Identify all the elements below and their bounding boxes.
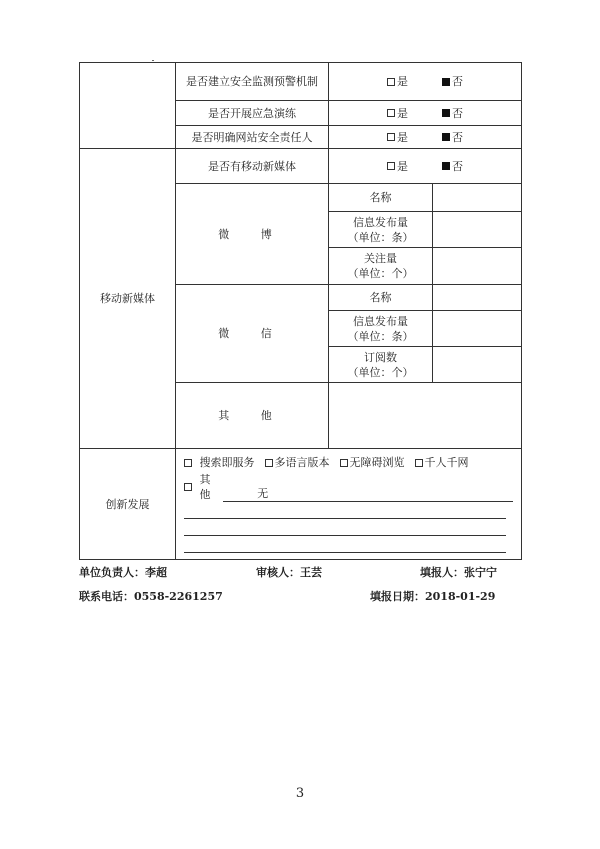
- option-personalized[interactable]: 千人千网: [415, 455, 469, 470]
- fill-date: 填报日期：2018-01-29: [370, 590, 496, 603]
- answer-cell: [329, 149, 522, 184]
- field-value[interactable]: [433, 311, 522, 347]
- answer-cell: [329, 126, 522, 149]
- field-label: 名称: [329, 285, 433, 311]
- blank-line[interactable]: [184, 502, 506, 519]
- checkbox-checked-icon: [442, 133, 450, 141]
- yes-option[interactable]: 是: [387, 159, 408, 174]
- field-label: 信息发布量 （单位：条）: [329, 212, 433, 248]
- answer-cell: [329, 101, 522, 126]
- checkbox-empty-icon: [387, 78, 395, 86]
- other-input[interactable]: 无: [223, 487, 513, 502]
- no-option[interactable]: 否: [442, 106, 463, 121]
- checkbox-empty-icon: [184, 483, 192, 491]
- table-row: [80, 63, 522, 101]
- checkbox-checked-icon: [442, 109, 450, 117]
- leader-signature: 单位负责人：李超: [79, 566, 167, 579]
- question-label: 是否明确网站安全责任人: [176, 126, 329, 149]
- field-value[interactable]: [433, 285, 522, 311]
- no-option[interactable]: 否: [442, 74, 463, 89]
- other-media-label: 其 他: [176, 383, 329, 449]
- blank-line[interactable]: [184, 536, 506, 553]
- innovation-checkbox-row: [184, 455, 513, 470]
- question-label: 是否开展应急演练: [176, 101, 329, 126]
- question-label: 是否建立安全监测预警机制: [176, 63, 329, 101]
- field-value[interactable]: [433, 184, 522, 212]
- field-value[interactable]: [433, 248, 522, 285]
- yes-option[interactable]: 是: [387, 74, 408, 89]
- section-blank-cell: [80, 63, 176, 149]
- page-number: 3: [295, 786, 305, 801]
- checkbox-empty-icon: [340, 459, 348, 467]
- section-title-innovation: 创新发展: [80, 449, 176, 560]
- innovation-options: [176, 449, 522, 560]
- option-accessibility[interactable]: 无障碍浏览: [340, 455, 405, 470]
- table-row: [80, 449, 522, 560]
- checkbox-empty-icon: [387, 133, 395, 141]
- checkbox-empty-icon: [415, 459, 423, 467]
- field-label: 信息发布量 （单位：条）: [329, 311, 433, 347]
- checkbox-empty-icon: [184, 459, 192, 467]
- weixin-label: 微 信: [176, 285, 329, 383]
- no-option[interactable]: 否: [442, 130, 463, 145]
- checkbox-empty-icon: [387, 109, 395, 117]
- option-search-service[interactable]: 搜索即服务: [184, 455, 255, 470]
- scan-mark: [152, 60, 154, 61]
- table-row: [80, 149, 522, 184]
- field-label: 名称: [329, 184, 433, 212]
- contact-phone: 联系电话：0558-2261257: [79, 590, 223, 603]
- yes-option[interactable]: 是: [387, 106, 408, 121]
- yes-option[interactable]: 是: [387, 130, 408, 145]
- checkbox-checked-icon: [442, 162, 450, 170]
- field-value[interactable]: [433, 212, 522, 248]
- option-other[interactable]: 其他: [184, 472, 221, 502]
- reviewer-signature: 审核人：王芸: [256, 566, 322, 579]
- field-value[interactable]: [433, 347, 522, 383]
- field-label: 订阅数 （单位：个）: [329, 347, 433, 383]
- field-label: 关注量 （单位：个）: [329, 248, 433, 285]
- filler-signature: 填报人：张宁宁: [420, 566, 497, 579]
- weibo-label: 微 博: [176, 184, 329, 285]
- checkbox-checked-icon: [442, 78, 450, 86]
- option-multilingual[interactable]: 多语言版本: [265, 455, 330, 470]
- blank-line[interactable]: [184, 519, 506, 536]
- report-table: [79, 62, 522, 560]
- checkbox-empty-icon: [387, 162, 395, 170]
- checkbox-empty-icon: [265, 459, 273, 467]
- answer-cell: [329, 63, 522, 101]
- innovation-other-row: [184, 472, 513, 502]
- other-media-value[interactable]: [329, 383, 522, 449]
- question-label: 是否有移动新媒体: [176, 149, 329, 184]
- no-option[interactable]: 否: [442, 159, 463, 174]
- section-title-mobile: 移动新媒体: [80, 149, 176, 449]
